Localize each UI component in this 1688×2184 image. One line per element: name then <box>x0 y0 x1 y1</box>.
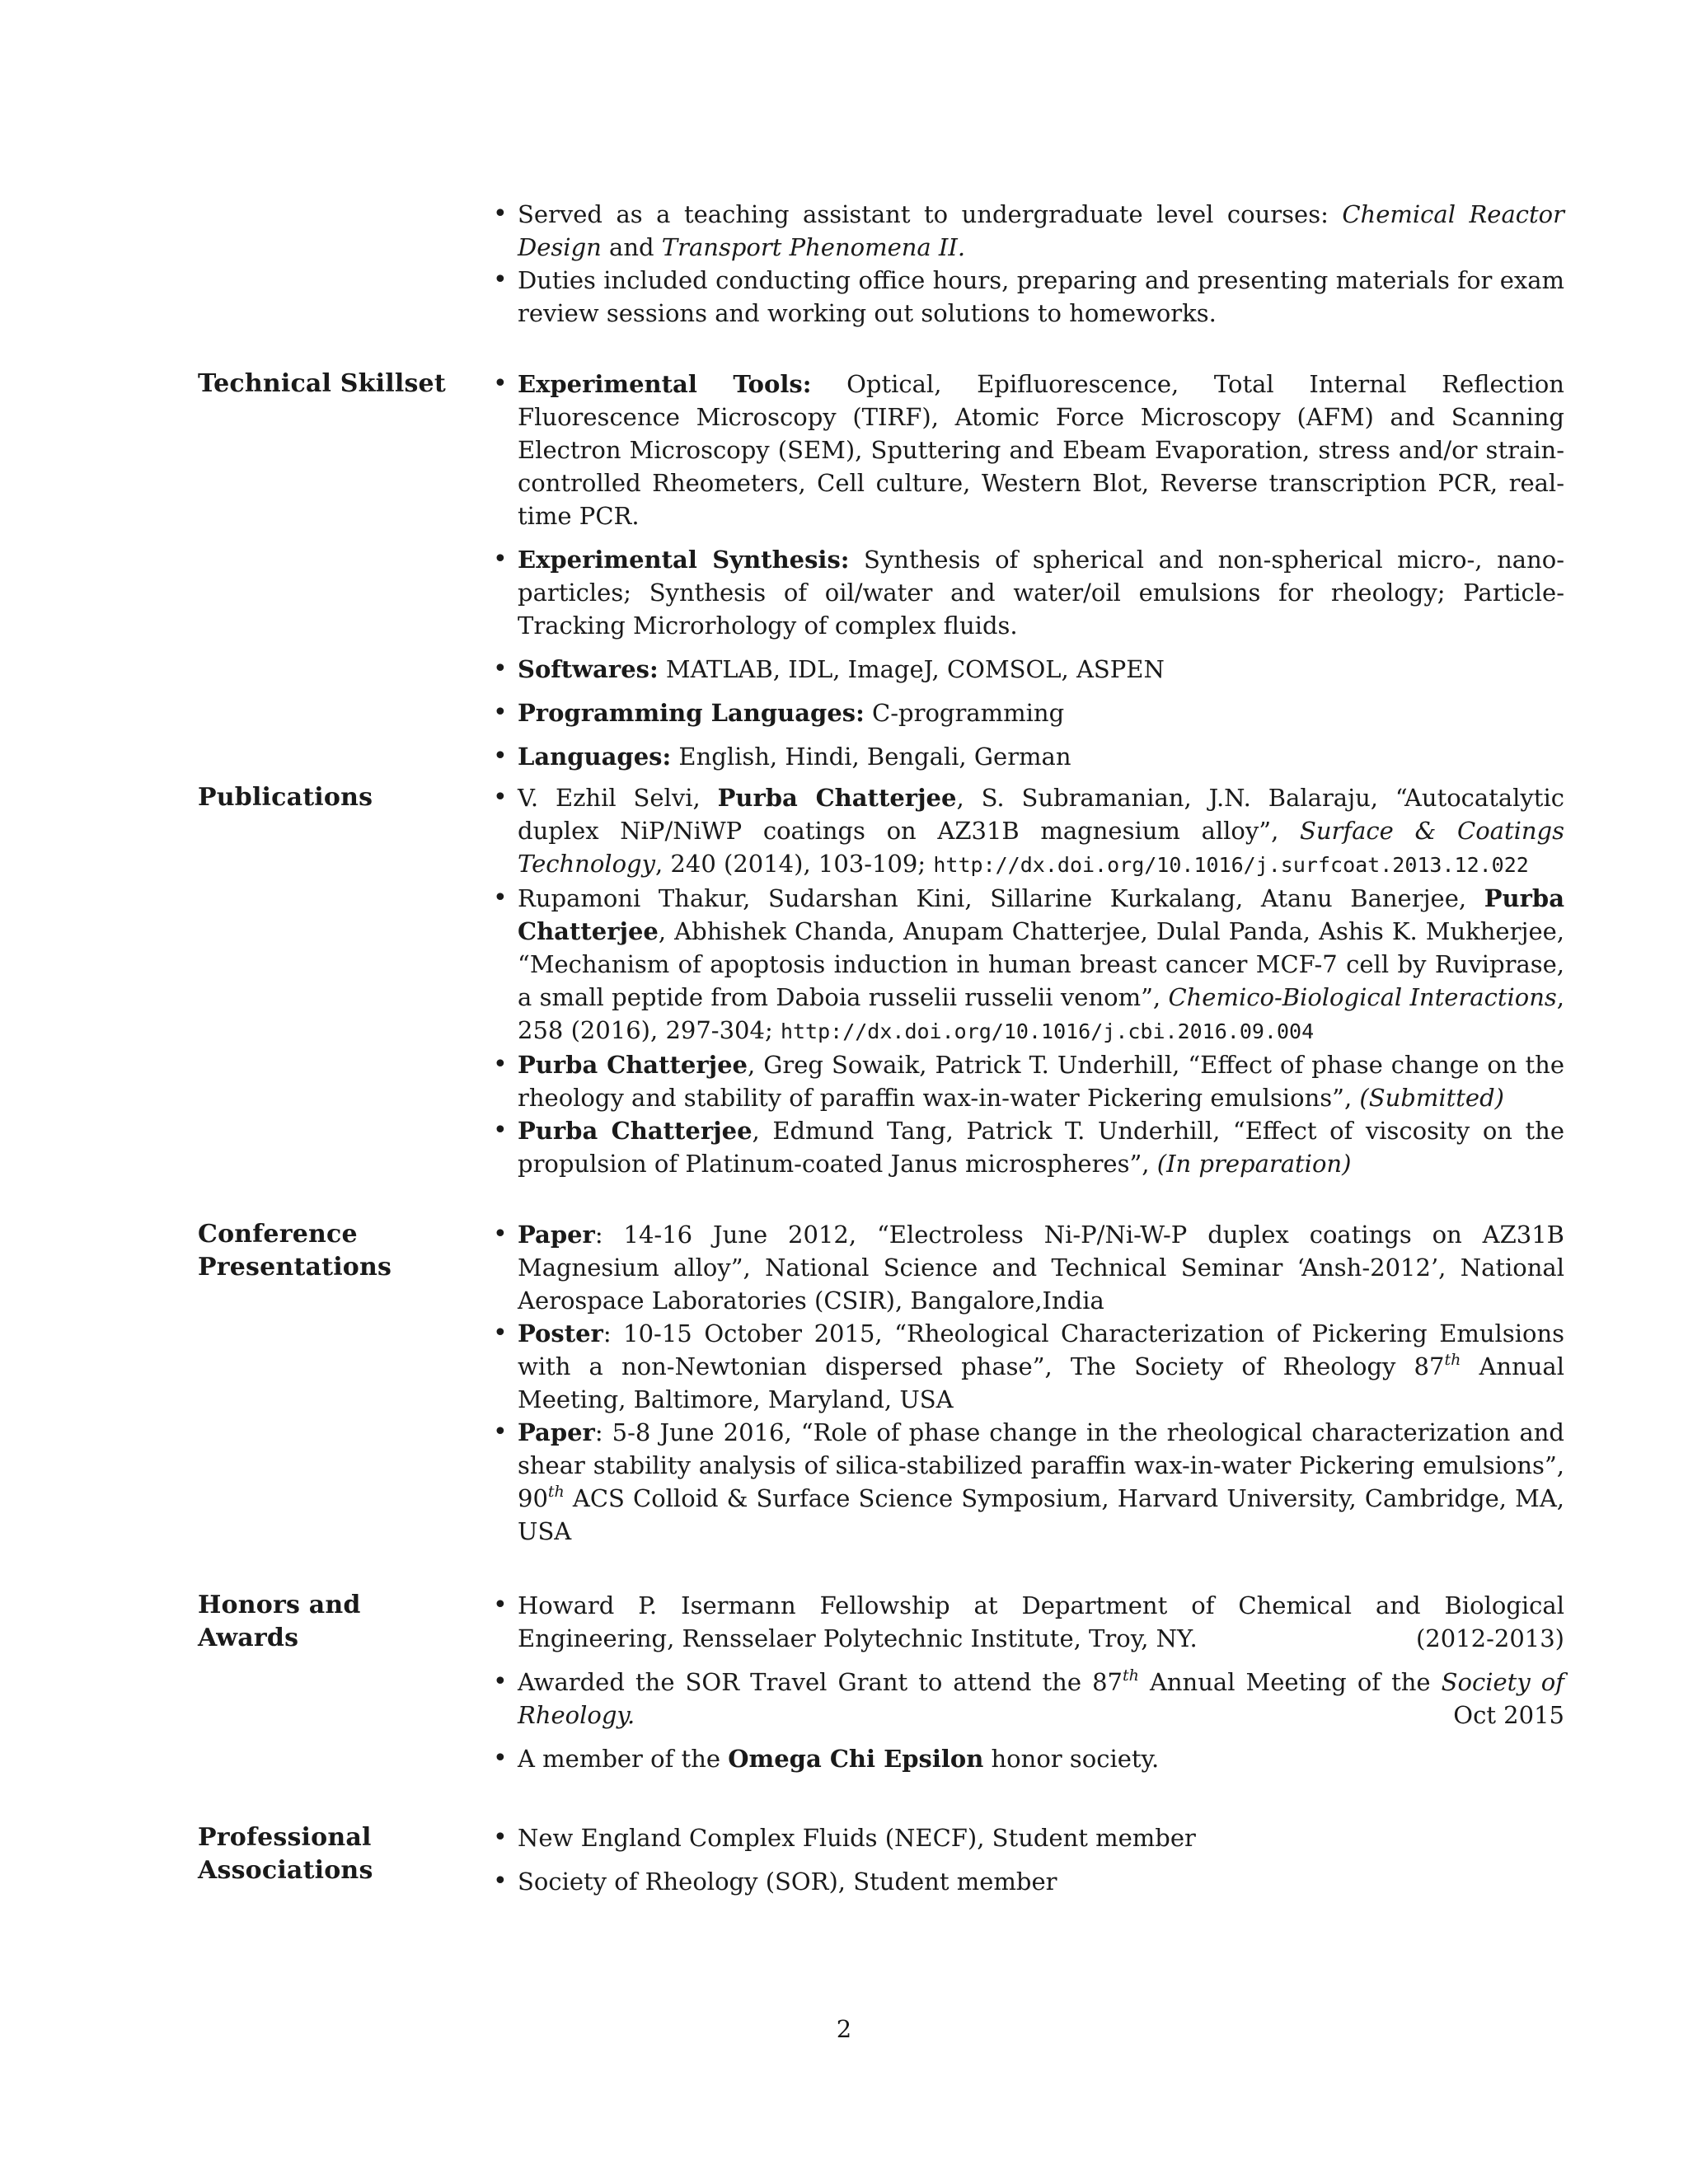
doi-link[interactable]: http://dx.doi.org/10.1016/j.surfcoat.2013.12.022 <box>933 853 1529 877</box>
page-number: 2 <box>836 2015 852 2043</box>
list-item: • Languages: English, Hindi, Bengali, German <box>493 740 1564 773</box>
list-item: • New England Complex Fluids (NECF), Student member <box>493 1821 1564 1854</box>
list-item: • Duties included conducting office hours, preparing and presenting materials for exam review sessions and working out solutions to homeworks. <box>493 264 1564 330</box>
skills-list <box>493 368 1564 784</box>
conferences-list <box>493 1218 1564 1548</box>
list-item: • Purba Chatterjee, Greg Sowaik, Patrick T. Underhill, “Effect of phase change on the rheology and stability of paraffin wax-in-water Pickering emulsions”, (Submitted) <box>493 1048 1564 1114</box>
list-item: • Paper: 5-8 June 2016, “Role of phase change in the rheological characterization and shear stability analysis of silica-stabilized paraffin wax-in-water Pickering emulsions”, 90th ACS Colloid & Surface Science Symposium, Harvard University, Cambridge, MA, USA <box>493 1416 1564 1548</box>
section-title: Technical Skillset <box>198 369 446 398</box>
associations-list <box>493 1821 1564 1909</box>
list-item: • Howard P. Isermann Fellowship at Department of Chemical and Biological Engineering, Rensselaer Polytechnic Institute, Troy, NY. (2012-2013) <box>493 1589 1564 1655</box>
date-label: Oct 2015 <box>1453 1701 1564 1729</box>
honors-list <box>493 1589 1564 1786</box>
list-item: • Paper: 14-16 June 2012, “Electroless Ni-P/Ni-W-P duplex coatings on AZ31B Magnesium alloy”, National Science and Technical Seminar ‘Ansh-2012’, National Aerospace Laboratories (CSIR), Bangalore,India <box>493 1218 1564 1317</box>
section-title: Publications <box>198 783 373 812</box>
list-item: • A member of the Omega Chi Epsilon honor society. <box>493 1742 1564 1775</box>
list-item: • Experimental Synthesis: Synthesis of spherical and non-spherical micro-, nano-particles; Synthesis of oil/water and water/oil emulsions for rheology; Particle-Tracking Microrhology of complex fluids. <box>493 543 1564 642</box>
section-title: Conference Presentations <box>198 1220 392 1282</box>
list-item: • Served as a teaching assistant to undergraduate level courses: Chemical Reactor Design and Transport Phenomena II. <box>493 198 1564 264</box>
list-item: • Experimental Tools: Optical, Epifluorescence, Total Internal Reflection Fluorescence Microscopy (TIRF), Atomic Force Microscopy (AFM) and Scanning Electron Microscopy (SEM), Sputtering and Ebeam Evaporation, stress and/or strain-controlled Rheometers, Cell culture, Western Blot, Reverse transcription PCR, real-time PCR. <box>493 368 1564 532</box>
list-item: • Rupamoni Thakur, Sudarshan Kini, Sillarine Kurkalang, Atanu Banerjee, Purba Chatterjee, Abhishek Chanda, Anupam Chatterjee, Dulal Panda, Ashis K. Mukherjee, “Mechanism of apoptosis induction in human breast cancer MCF-7 cell by Ruviprase, a small peptide from Daboia russelii russelii venom”, Chemico-Biological Interactions, 258 (2016), 297-304; http://dx.doi.org/10.1016/j.cbi.2016.09.004 <box>493 882 1564 1048</box>
list-item: • V. Ezhil Selvi, Purba Chatterjee, S. Subramanian, J.N. Balaraju, “Autocatalytic duplex NiP/NiWP coatings on AZ31B magnesium alloy”, Surface & Coatings Technology, 240 (2014), 103-109; http://dx.doi.org/10.1016/j.surfcoat.2013.12.022 <box>493 781 1564 882</box>
list-item: • Purba Chatterjee, Edmund Tang, Patrick T. Underhill, “Effect of viscosity on the propulsion of Platinum-coated Janus microspheres”, (In preparation) <box>493 1114 1564 1180</box>
section-title: Honors and Awards <box>198 1591 361 1652</box>
section-title: Professional Associations <box>198 1823 373 1885</box>
list-item: • Society of Rheology (SOR), Student member <box>493 1865 1564 1898</box>
teaching-list <box>493 198 1564 330</box>
publications-list <box>493 781 1564 1180</box>
list-item: • Poster: 10-15 October 2015, “Rheological Characterization of Pickering Emulsions with a non-Newtonian dispersed phase”, The Society of Rheology 87th Annual Meeting, Baltimore, Maryland, USA <box>493 1317 1564 1416</box>
date-label: (2012-2013) <box>1415 1624 1564 1652</box>
list-item: • Programming Languages: C-programming <box>493 696 1564 729</box>
list-item: • Softwares: MATLAB, IDL, ImageJ, COMSOL, ASPEN <box>493 653 1564 686</box>
doi-link[interactable]: http://dx.doi.org/10.1016/j.cbi.2016.09.004 <box>780 1019 1315 1043</box>
list-item: • Awarded the SOR Travel Grant to attend the 87th Annual Meeting of the Society of Rheology. Oct 2015 <box>493 1666 1564 1732</box>
